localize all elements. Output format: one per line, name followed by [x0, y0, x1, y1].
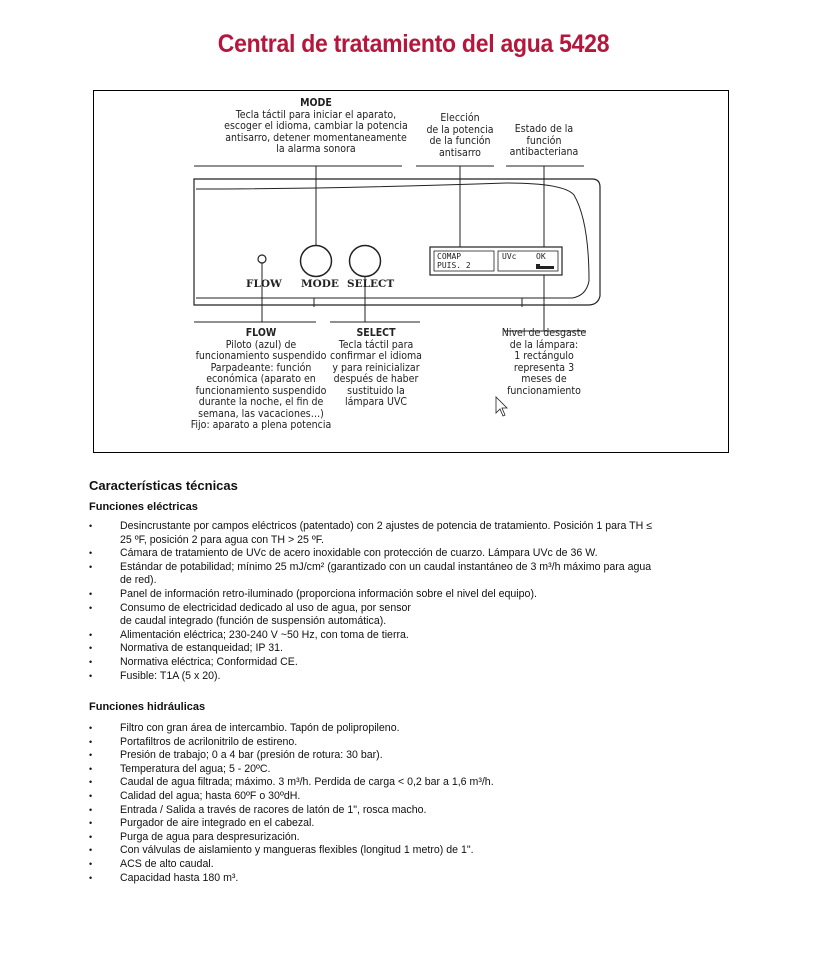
select-desc-line: sustituido la	[347, 384, 405, 397]
bullet-icon: •	[89, 521, 93, 531]
select-title: SELECT	[356, 327, 396, 339]
eleccion-desc-line: antisarro	[439, 146, 481, 159]
list-item	[89, 656, 709, 670]
list-item-text: de red).	[120, 574, 157, 587]
estado-desc-line: Estado de la	[514, 123, 574, 135]
eleccion-desc-line: de la potencia	[426, 123, 494, 136]
list-item	[89, 763, 709, 777]
lcd-line: PUIS. 2	[437, 260, 471, 270]
nivel-desc-line: meses de	[521, 373, 567, 385]
mouse-cursor-icon	[496, 397, 507, 416]
estado-desc-line: función	[526, 134, 562, 147]
flow-desc-line: Piloto (azul) de	[225, 338, 297, 351]
bullet-icon: •	[89, 804, 93, 815]
lcd-left-text	[437, 253, 471, 270]
list-item-text: Temperatura del agua; 5 - 20ºC.	[120, 762, 271, 775]
bullet-icon: •	[89, 656, 93, 667]
bullet-icon: •	[89, 790, 93, 801]
bullet-icon: •	[89, 670, 93, 681]
flow-description	[186, 328, 336, 432]
list-item-text: Purgador de aire integrado en el cabezal.	[120, 817, 315, 830]
electricas-heading: Funciones eléctricas	[89, 501, 198, 513]
flow-desc-line: semana, las vacaciones…)	[198, 407, 324, 420]
select-desc-line: Tecla táctil para	[338, 338, 414, 351]
list-item-text: Capacidad hasta 180 m³.	[120, 871, 239, 884]
list-item	[89, 844, 709, 858]
bullet-icon: •	[89, 818, 93, 829]
list-item-text: Fusible: T1A (5 x 20).	[120, 669, 221, 682]
bullet-icon: •	[89, 763, 93, 774]
bullet-icon: •	[89, 548, 93, 559]
list-item-text: Normativa de estanqueidad; IP 31.	[120, 642, 283, 655]
select-description	[320, 328, 432, 409]
list-item-text: Consumo de electricidad dedicado al uso de agua, por sensor	[120, 601, 411, 614]
list-item-text: Presión de trabajo; 0 a 4 bar (presión de rotura: 30 bar).	[120, 749, 383, 762]
list-item	[89, 602, 709, 629]
bullet-icon: •	[89, 602, 93, 613]
nivel-description	[496, 328, 592, 397]
list-item	[89, 804, 709, 818]
list-item	[89, 817, 709, 831]
select-button-icon	[350, 246, 381, 277]
list-item	[89, 749, 709, 763]
list-item	[89, 588, 709, 602]
mode-panel-label: MODE	[301, 278, 339, 290]
flow-desc-line: funcionamiento suspendido	[195, 384, 327, 397]
list-item	[89, 642, 709, 656]
bullet-icon: •	[89, 750, 93, 761]
mode-desc-line: antisarro, detener momentaneamente	[225, 131, 407, 144]
mode-desc-line: Tecla táctil para iniciar el aparato,	[235, 108, 397, 121]
hidraulicas-list	[89, 722, 709, 885]
bullet-icon: •	[89, 643, 93, 654]
flow-led-icon	[258, 255, 266, 263]
eleccion-description	[412, 113, 508, 159]
bullet-icon: •	[89, 629, 93, 640]
flow-desc-line: económica (aparato en	[206, 373, 316, 385]
nivel-desc-line: de la lámpara:	[509, 338, 579, 351]
lcd-line: COMAP	[437, 252, 462, 261]
flow-title: FLOW	[245, 327, 277, 339]
list-item-text: de caudal integrado (función de suspensión automática).	[120, 615, 387, 628]
nivel-desc-line: funcionamiento	[507, 384, 581, 397]
list-item-text: Normativa eléctrica; Conformidad CE.	[120, 655, 298, 668]
lcd-uvc-text: UVc	[502, 252, 517, 261]
nivel-desc-line: Nivel de desgaste	[501, 327, 587, 339]
list-item	[89, 736, 709, 750]
list-item-text: Filtro con gran área de intercambio. Tapón de polipropileno.	[120, 722, 400, 734]
list-item-text: ACS de alto caudal.	[120, 857, 214, 870]
specs-heading: Características técnicas	[89, 478, 238, 493]
list-item-text: Caudal de agua filtrada; máximo. 3 m³/h. Perdida de carga < 0,2 bar a 1,6 m³/h.	[120, 776, 494, 789]
eleccion-desc-line: Elección	[440, 112, 480, 124]
list-item	[89, 790, 709, 804]
mode-description	[206, 98, 426, 156]
list-item-text: Calidad del agua; hasta 60ºF o 30ºdH.	[120, 789, 301, 802]
control-panel-diagram	[93, 90, 729, 453]
list-item-text: Con válvulas de aislamiento y mangueras flexibles (longitud 1 metro) de 1".	[120, 844, 474, 857]
nivel-desc-line: representa 3	[513, 361, 575, 374]
list-item	[89, 722, 709, 736]
nivel-desc-line: 1 rectángulo	[514, 350, 574, 362]
bullet-icon: •	[89, 561, 93, 572]
list-item-text: Panel de información retro-iluminado (proporciona información sobre el nivel del equipo).	[120, 587, 537, 600]
flow-desc-line: Parpadeante: función	[210, 361, 312, 374]
bullet-icon: •	[89, 872, 93, 883]
select-desc-line: confirmar el idioma	[330, 350, 422, 362]
list-item	[89, 776, 709, 790]
select-desc-line: después de haber	[333, 373, 419, 385]
select-panel-label: SELECT	[347, 278, 395, 290]
list-item-text: Cámara de tratamiento de UVc de acero inoxidable con protección de cuarzo. Lámpara UVc de 36 W.	[120, 547, 598, 560]
list-item	[89, 872, 709, 886]
list-item	[89, 858, 709, 872]
estado-description	[496, 124, 592, 159]
list-item-text: Desincrustante por campos eléctricos (patentado) con 2 ajustes de potencia de tratamiento. Posición 1 para TH ≤	[120, 520, 653, 532]
flow-panel-label: FLOW	[246, 278, 282, 290]
page-title: Central de tratamiento del agua 5428	[217, 30, 610, 58]
hidraulicas-heading: Funciones hidráulicas	[89, 701, 206, 713]
list-item	[89, 670, 709, 684]
bullet-icon: •	[89, 736, 93, 747]
bullet-icon: •	[89, 777, 93, 788]
lcd-ok-text: OK	[536, 252, 546, 261]
list-item-text: Alimentación eléctrica; 230-240 V ~50 Hz, con toma de tierra.	[120, 628, 409, 641]
mode-title: MODE	[300, 97, 332, 109]
bullet-icon: •	[89, 723, 93, 733]
list-item	[89, 831, 709, 845]
eleccion-desc-line: de la función	[429, 135, 491, 147]
list-item-text: Entrada / Salida a través de racores de latón de 1", rosca macho.	[120, 803, 427, 816]
bullet-icon: •	[89, 588, 93, 599]
list-item	[89, 561, 709, 588]
list-item	[89, 629, 709, 643]
flow-desc-line: durante la noche, el fin de	[198, 396, 324, 408]
list-item	[89, 547, 709, 561]
select-desc-line: lámpara UVC	[344, 396, 408, 408]
select-desc-line: y para reinicializar	[332, 361, 420, 374]
bullet-icon: •	[89, 845, 93, 856]
mode-button-icon	[301, 246, 332, 277]
list-item-text: Purga de agua para despresurización.	[120, 830, 300, 843]
electricas-list	[89, 520, 709, 683]
bullet-icon: •	[89, 858, 93, 869]
list-item-text: Portafiltros de acrilonitrilo de estireno.	[120, 735, 298, 748]
estado-desc-line: antibacteriana	[509, 146, 579, 158]
list-item-text: 25 ºF, posición 2 para agua con TH > 25 ºF.	[120, 533, 324, 546]
flow-desc-line: Fijo: aparato a plena potencia	[190, 419, 332, 431]
list-item	[89, 520, 709, 547]
mode-desc-line: escoger el idioma, cambiar la potencia	[224, 120, 408, 132]
bullet-icon: •	[89, 831, 93, 842]
list-item-text: Estándar de potabilidad; mínimo 25 mJ/cm² (garantizado con un caudal instantáneo de 3 m³/h máximo para agua	[120, 560, 652, 573]
flow-desc-line: funcionamiento suspendido	[195, 350, 327, 362]
mode-desc-line: la alarma sonora	[276, 143, 356, 155]
